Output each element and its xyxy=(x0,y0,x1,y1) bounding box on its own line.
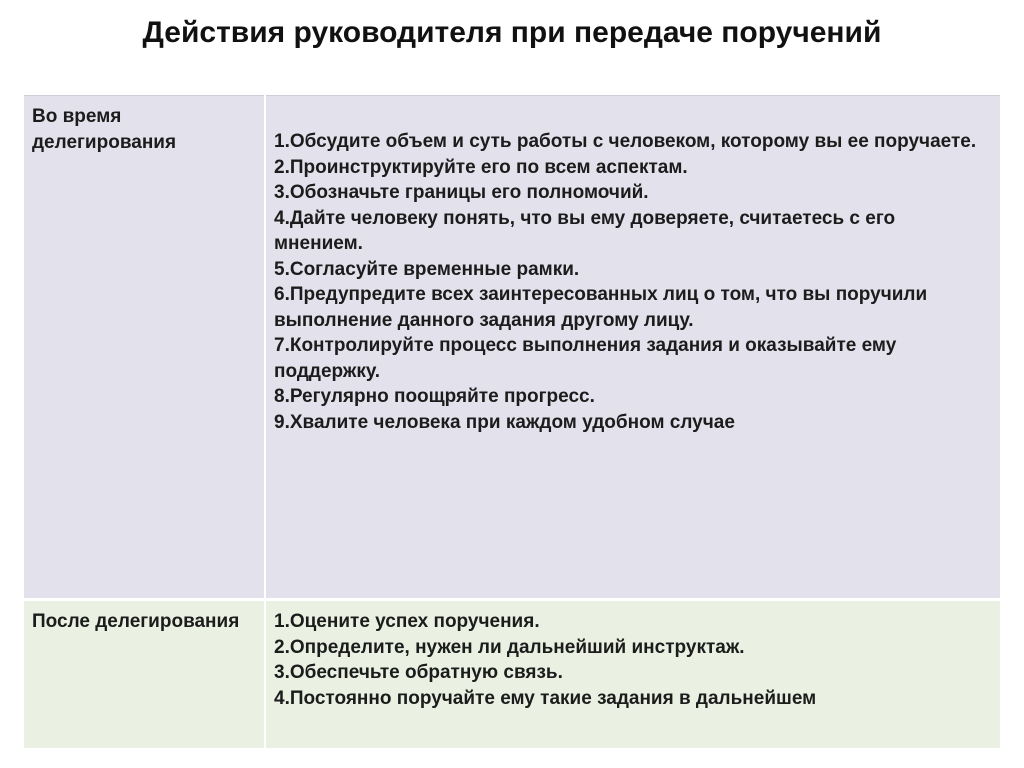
table-row-during-delegation xyxy=(24,96,1000,600)
row-content-during xyxy=(265,96,1000,600)
list-item: 3.Обозначьте границы его полномочий. xyxy=(274,182,649,203)
list-item: 5.Согласуйте временные рамки. xyxy=(274,258,580,280)
list-item: 3.Обеспечьте обратную связь. xyxy=(274,662,563,683)
list-item: 2.Проинструктируйте его по всем аспектам. xyxy=(274,156,688,178)
list-item: 4.Дайте человеку понять, что вы ему доверяете, считаетесь с его мнением. xyxy=(274,207,896,254)
list-item: 4.Постоянно поручайте ему такие задания в дальнейшем xyxy=(274,687,817,709)
row-content-after xyxy=(265,600,1000,749)
list-item: 7.Контролируйте процесс выполнения задания и оказывайте ему поддержку. xyxy=(274,335,897,382)
row-label-after: После делегирования xyxy=(24,600,265,749)
table-row-after-delegation xyxy=(24,600,1000,749)
list-item: 1.Оцените успех поручения. xyxy=(274,611,540,632)
list-item: 1.Обсудите объем и суть работы с человеком, которому вы ее поручаете. xyxy=(274,131,977,152)
list-item: 8.Регулярно поощряйте прогресс. xyxy=(274,386,595,407)
list-item: 9.Хвалите человека при каждом удобном случае xyxy=(274,411,735,433)
list-item: 2.Определите, нужен ли дальнейший инструктаж. xyxy=(274,636,745,658)
delegation-table xyxy=(24,95,1000,748)
row-label-during: Во время делегирования xyxy=(24,96,265,600)
list-item: 6.Предупредите всех заинтересованных лиц о том, что вы поручили выполнение данного задания другому лицу. xyxy=(274,284,928,331)
page-title: Действия руководителя при передаче поручений xyxy=(142,16,882,49)
